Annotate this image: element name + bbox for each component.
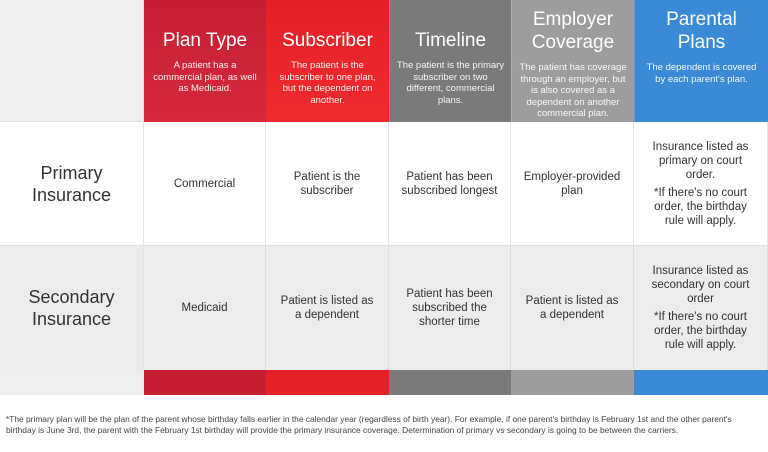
table-cell: Commercial [144,122,266,246]
parental-rule-note: *If there's no court order, the birthday rule will apply. [654,311,747,351]
table-cell: Employer-provided plan [511,122,634,246]
header-title: Subscriber [282,30,373,51]
header-parental-plans [634,0,768,122]
table-cell: Patient is the subscriber [266,122,389,246]
row-label-primary [0,122,144,246]
header-description: A patient has a commercial plan, as well as Medicaid. [153,60,257,94]
table-cell-parental [634,246,768,370]
row-label-text: Primary Insurance [31,162,112,205]
table-cell-parental [634,122,768,246]
table-cell: Patient has been subscribed longest [389,122,511,246]
parental-rule-note: *If there's no court order, the birthday rule will apply. [654,186,747,227]
header-description: The patient is the subscriber to one plan, but the dependent on another. [279,60,376,106]
header-employer-coverage [511,0,634,122]
table-cell: Patient has been subscribed the shorter time [389,246,511,370]
row-label-text: Secondary Insurance [28,287,115,329]
parental-rule-text: Insurance listed as primary on court order. [652,140,749,181]
footnote: *The primary plan will be the plan of the parent whose birthday falls earlier in the calendar year (regardless of birth year). For example, if one parent's birthday is February 1st and the other parent's birthday is June 3rd, the parent with the February 1st birthday will provide the primary insurance coverage. Determination of primary vs secondary is going to be between the carriers. [6,414,732,435]
table-corner [0,0,144,122]
header-description: The patient has coverage through an employer, but is also covered as a dependent on another commercial plan. [519,62,627,119]
row-label-secondary [0,246,144,370]
header-description: The patient is the primary subscriber on two different, commercial plans. [396,60,505,106]
header-timeline [389,0,511,122]
footer-band-blank [0,370,144,395]
header-title: Employer Coverage [531,9,615,53]
header-plan-type [144,0,266,122]
table-cell: Patient is listed as a dependent [266,246,389,370]
header-title: Plan Type [162,30,248,51]
header-subscriber [266,0,389,122]
table-cell: Patient is listed as a dependent [511,246,634,370]
footer-band-timeline [389,370,511,395]
header-title: Timeline [414,30,487,51]
footer-band-subscriber [266,370,389,395]
footer-band-employer-coverage [511,370,634,395]
parental-rule-text: Insurance listed as secondary on court order [651,265,750,305]
header-title: Parental Plans [666,9,737,53]
footer-band-parental-plans [634,370,768,395]
table-cell: Medicaid [144,246,266,370]
header-description: The dependent is covered by each parent's plan. [646,62,757,85]
footer-band-plan-type [144,370,266,395]
